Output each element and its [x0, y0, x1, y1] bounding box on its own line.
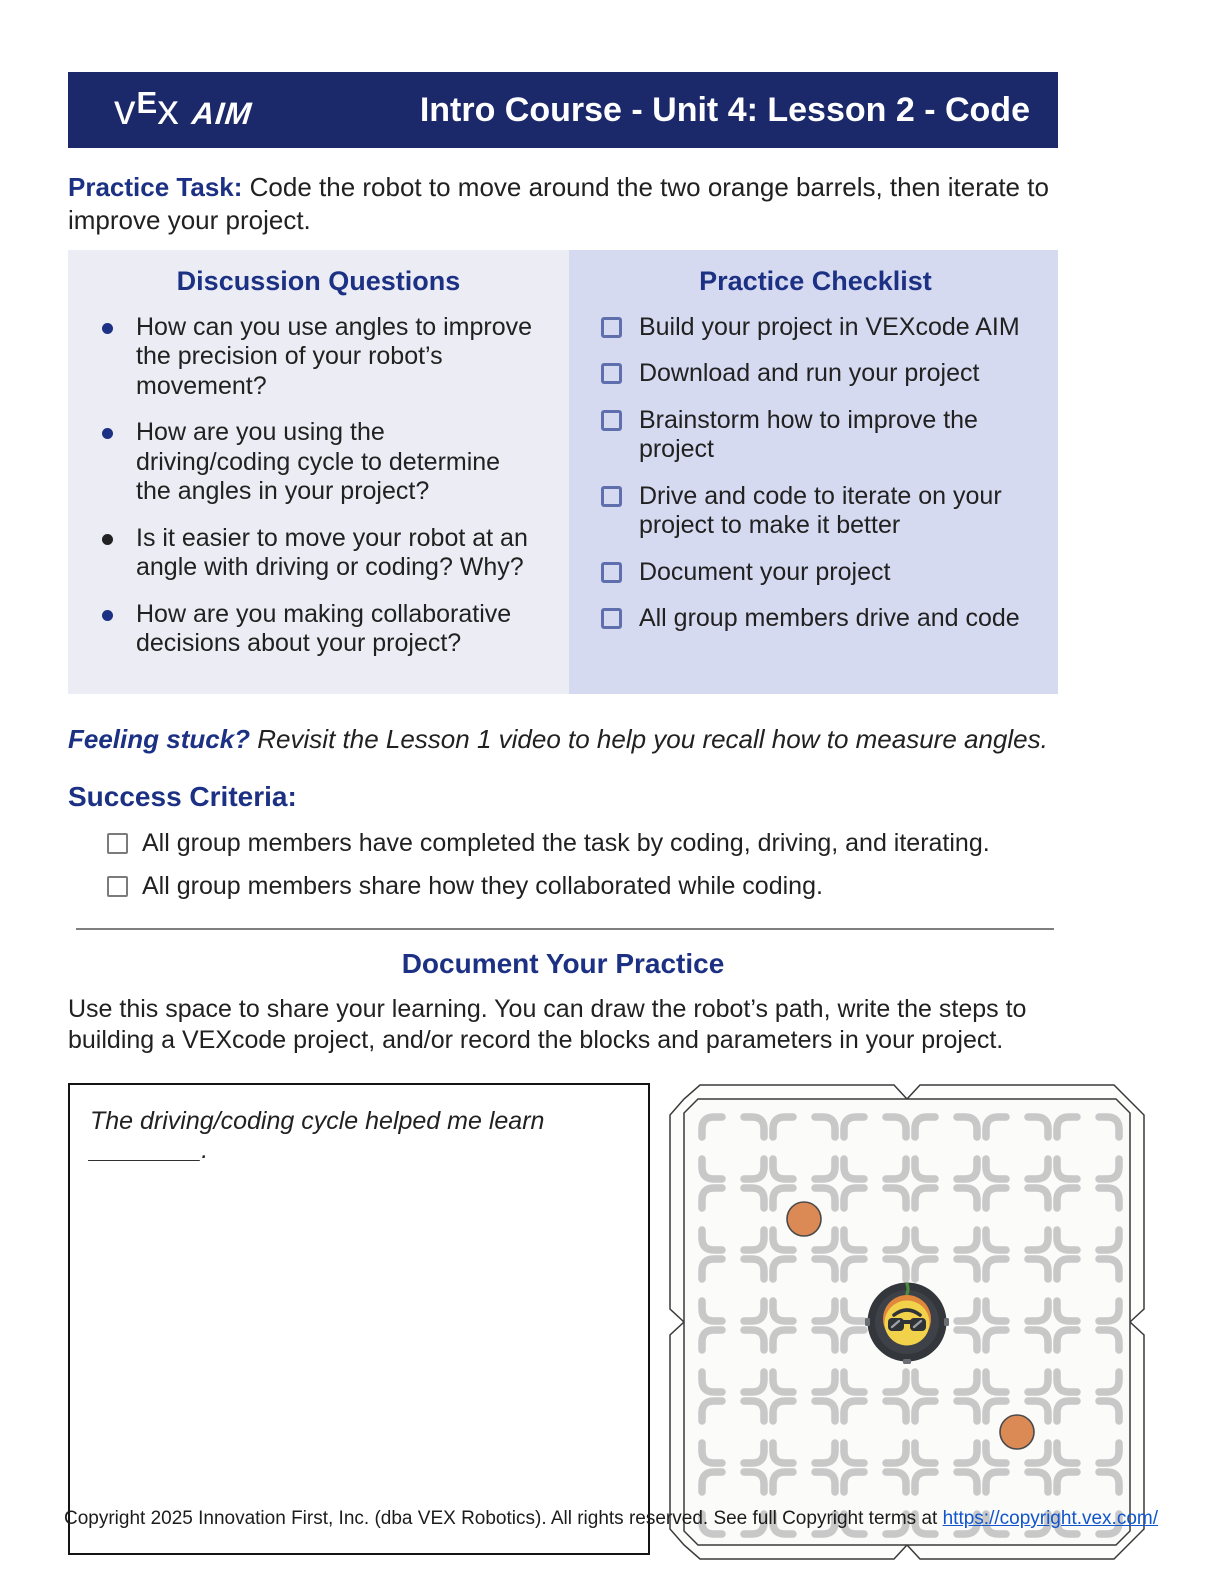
checkbox-icon[interactable]: [601, 317, 622, 338]
checklist-item: [599, 359, 1032, 389]
logo-letter-v: v: [114, 85, 137, 134]
feeling-stuck-label: Feeling stuck?: [68, 723, 251, 754]
discussion-item: How can you use angles to improve the precision of your robot’s movement?: [96, 313, 541, 402]
discussion-title: Discussion Questions: [176, 265, 461, 296]
checklist-item: [599, 313, 1032, 343]
checkbox-icon[interactable]: [107, 833, 128, 854]
logo-letter-e: E: [136, 84, 158, 120]
success-criteria-item: [105, 872, 1058, 902]
checklist-item: [599, 558, 1032, 588]
discussion-item: Is it easier to move your robot at an angle with driving or coding? Why?: [96, 524, 541, 583]
checklist-item-label: Download and run your project: [638, 359, 980, 387]
practice-task: [68, 171, 1058, 237]
page-title: Intro Course - Unit 4: Lesson 2 - Code: [419, 90, 1030, 129]
header-bar: [68, 72, 1058, 148]
writing-prompt: The driving/coding cycle helped me learn ________.: [90, 1107, 545, 1164]
success-criteria-item-label: All group members have completed the task by coding, driving, and iterating.: [142, 828, 990, 857]
checklist-item: [599, 482, 1032, 541]
field-image: [666, 1083, 1148, 1561]
checkbox-icon[interactable]: [107, 876, 128, 897]
checklist-item-label: Drive and code to iterate on your project to make it better: [638, 481, 1002, 539]
checklist-item-label: Document your project: [638, 557, 891, 586]
feeling-stuck-text: Revisit the Lesson 1 video to help you recall how to measure angles.: [257, 723, 1048, 754]
discussion-item: How are you making collaborative decisions about your project?: [96, 600, 541, 659]
discussion-panel: [68, 250, 569, 694]
checklist-item-label: Build your project in VEXcode AIM: [638, 312, 1020, 341]
section-divider: [76, 928, 1054, 930]
discussion-list: [96, 313, 541, 659]
vex-aim-logo-icon: [114, 86, 252, 135]
logo-aim: AIM: [189, 95, 254, 131]
two-column-section: [68, 250, 1058, 694]
checkbox-icon[interactable]: [601, 562, 622, 583]
writing-box[interactable]: [68, 1083, 650, 1555]
checkbox-icon[interactable]: [601, 608, 622, 629]
checklist-title: Practice Checklist: [699, 265, 932, 296]
practice-task-text: Code the robot to move around the two orange barrels, then iterate to improve your project.: [68, 172, 1049, 235]
work-area: [68, 1083, 1058, 1561]
checklist-item: [599, 406, 1032, 465]
barrel-icon: [787, 1202, 821, 1236]
checklist-list: [599, 313, 1032, 634]
document-practice-title: Document Your Practice: [401, 947, 725, 979]
success-criteria-item: [105, 829, 1058, 859]
feeling-stuck: [68, 724, 1058, 755]
checkbox-icon[interactable]: [601, 363, 622, 384]
field-svg: [666, 1083, 1148, 1561]
success-criteria-list: [68, 829, 1058, 902]
copyright-link[interactable]: https://copyright.vex.com/: [942, 1508, 1159, 1529]
success-criteria-item-label: All group members share how they collaborated while coding.: [142, 872, 823, 900]
checklist-item-label: Brainstorm how to improve the project: [638, 405, 978, 463]
checkbox-icon[interactable]: [601, 410, 622, 431]
checklist-item-label: All group members drive and code: [638, 604, 1020, 632]
logo-letter-x: x: [157, 85, 180, 134]
document-practice-intro: Use this space to share your learning. You can draw the robot’s path, write the steps to building a VEXcode project, and/or record the blocks and parameters in your project.: [68, 994, 1027, 1055]
checklist-item: [599, 604, 1032, 634]
practice-task-label: Practice Task:: [68, 172, 243, 202]
checkbox-icon[interactable]: [601, 486, 622, 507]
checklist-panel: [569, 250, 1058, 694]
footer: [0, 1508, 1222, 1530]
discussion-item: How are you using the driving/coding cycle to determine the angles in your project?: [96, 418, 541, 507]
barrel-icon: [1000, 1415, 1034, 1449]
copyright-text: Copyright 2025 Innovation First, Inc. (dba VEX Robotics). All rights reserved. See full Copyright terms at: [63, 1508, 943, 1529]
success-criteria-title: Success Criteria:: [68, 780, 297, 812]
